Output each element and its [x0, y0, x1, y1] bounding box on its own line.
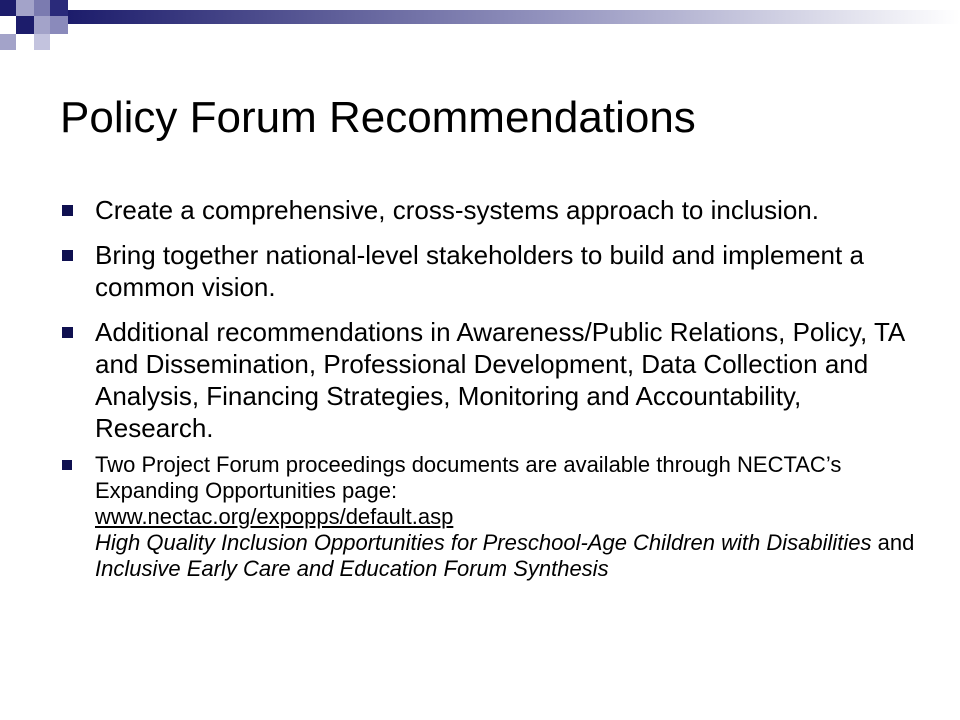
- slide-title: Policy Forum Recommendations: [60, 93, 696, 142]
- square-bullet-icon: [62, 250, 73, 261]
- square-bullet-icon: [62, 460, 72, 470]
- bullet-item: [60, 194, 920, 226]
- document-title-2: Inclusive Early Care and Education Forum Synthesis: [95, 556, 609, 581]
- bullet-item: [60, 316, 920, 444]
- square-bullet-icon: [62, 205, 73, 216]
- header-decoration: [0, 0, 960, 60]
- bullet-item-resources: [60, 452, 920, 582]
- bullet-text: Bring together national-level stakeholders to build and implement a common vision.: [95, 240, 864, 302]
- note-text: Two Project Forum proceedings documents are available through NECTAC’s Expanding Opportunities page:: [95, 452, 842, 503]
- bullet-list: [60, 194, 920, 582]
- nectac-link[interactable]: www.nectac.org/expopps/default.asp: [95, 504, 454, 529]
- bullet-text: Additional recommendations in Awareness/Public Relations, Policy, TA and Dissemination, Professional Development, Data Collection and Analysis, Financing Strategies, Monitoring and Accountability, Research.: [95, 317, 904, 443]
- bullet-item: [60, 239, 920, 303]
- square-bullet-icon: [62, 327, 73, 338]
- bullet-text: Create a comprehensive, cross-systems approach to inclusion.: [95, 195, 819, 225]
- document-title-1: High Quality Inclusion Opportunities for Preschool-Age Children with Disabilities: [95, 530, 872, 555]
- conjunction-text: and: [877, 530, 915, 555]
